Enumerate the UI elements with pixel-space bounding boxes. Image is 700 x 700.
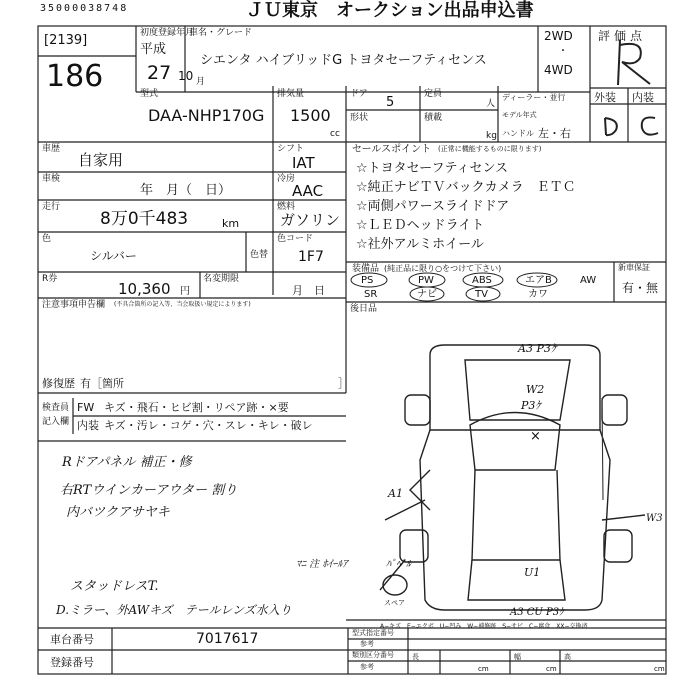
repair-value: 有［箇所 (80, 377, 124, 390)
spare-label: スペア (384, 599, 405, 607)
frame-number-value: 7017617 (196, 631, 259, 647)
width-label: 幅 (514, 653, 521, 661)
use-value: 自家用 (78, 151, 124, 169)
fuel-label: 燃料 (277, 202, 296, 212)
diagram-label: 後日品 (350, 304, 378, 314)
mileage-unit: km (222, 217, 240, 230)
vehicle-name-label: 車名・グレード (189, 28, 253, 38)
recycle-label: R券 (42, 274, 58, 284)
inspection-label: 車検 (42, 174, 61, 184)
sales-points-label: セールスポイント (352, 144, 432, 155)
auction-title: ＪＵ東京 オークション出品申込書 (246, 0, 534, 21)
barcode-number: 35000038748 (40, 3, 129, 14)
displacement-unit: cc (330, 129, 340, 139)
model-year-label: モデル年式 (502, 111, 537, 119)
model-value: DAA-NHP170G (148, 106, 265, 125)
drive-4wd: 4WD (544, 63, 573, 77)
handwritten-note: 右RTウインカーアウター 割り (60, 483, 238, 498)
repair-label: 修復歴 (42, 377, 75, 390)
equip-abs: ABS (472, 275, 492, 286)
sales-point-item: ☆社外アルミホイール (356, 237, 484, 252)
equip-navi: ナビ (417, 289, 437, 300)
length-unit: cm (478, 665, 489, 673)
capacity-unit: 人 (486, 99, 496, 109)
exterior-score (612, 124, 613, 125)
color-label: 色 (42, 234, 52, 244)
lot-number: 186 (46, 59, 104, 94)
caution-label: 注意事項申告欄 (42, 300, 106, 310)
damage-legend: A−キズ E−エクボ U−凹み W−補修跡 S−サビ C−腐食 XX−交換済 (380, 623, 588, 630)
exterior-label: 外装 (594, 91, 616, 104)
repair-close: ］ (338, 377, 349, 390)
doors-label: ドア (350, 89, 368, 99)
shape-label: 形状 (350, 113, 369, 123)
color-code-value: 1F7 (298, 249, 324, 265)
lot-code: [2139] (44, 33, 88, 48)
height-label: 高 (564, 653, 571, 661)
color-value: シルバー (90, 249, 137, 263)
handwritten-note: D.ミラー、外AWキズ テールレンズ水入り (56, 603, 292, 617)
caution-note: (不具合箇所の記入等、当会取扱い規定によります) (114, 301, 251, 308)
interior-label: 内装 (632, 91, 654, 104)
handle-label: ハンドル (502, 129, 534, 138)
damage-mark: W2 (526, 383, 545, 396)
equip-pw: PW (418, 275, 434, 286)
equip-tv: TV (475, 289, 488, 300)
damage-mark: × (530, 429, 541, 444)
name-change-label: 名変期限 (203, 274, 240, 284)
color-code-label: 色コード (277, 234, 314, 244)
drive-2wd: 2WD (544, 29, 573, 43)
handle-value: 左・右 (538, 127, 571, 140)
doors-value: 5 (386, 95, 395, 110)
body-number-label: 型式指定番号 (352, 629, 394, 637)
width-unit: cm (546, 665, 557, 673)
registration-label: 初度登録年月 (140, 28, 195, 38)
registration-month-unit: 月 (196, 77, 206, 87)
damage-mark: P3ｹ (521, 399, 541, 412)
handwritten-note: 内バツクアサヤキ (66, 505, 170, 520)
height-unit: cm (654, 665, 665, 673)
model-label: 型式 (140, 89, 159, 99)
equip-ps: PS (361, 275, 374, 286)
handwritten-note: スタッドレスT. (70, 579, 159, 594)
load-label: 積載 (424, 113, 443, 123)
damage-mark: A3 P3ｹ (518, 342, 557, 355)
damage-mark: A3 CU P3ｹ (510, 607, 565, 618)
shift-value: IAT (292, 154, 315, 172)
sales-point-item: ☆両側パワースライドドア (356, 199, 510, 214)
fuel-value: ガソリン (280, 211, 341, 229)
recycle-value: 10,360 (118, 280, 171, 298)
inspector-label-2: 記入欄 (42, 417, 70, 427)
displacement-label: 排気量 (277, 89, 305, 99)
cooling-value: AAC (292, 182, 324, 200)
reference-label-2: 参考 (360, 663, 374, 671)
capacity-label: 定員 (424, 89, 443, 99)
car-diagram (380, 342, 645, 610)
registration-era: 平成 (140, 42, 167, 57)
sales-points-note: (正常に機能するものに限ります) (438, 145, 542, 153)
equip-leather: カワ (528, 289, 548, 300)
mileage-label: 走行 (42, 202, 61, 212)
mileage-value: 8万0千483 (100, 209, 189, 229)
interior-prefix: 内装 (77, 419, 99, 432)
fw-prefix: FW (77, 401, 95, 414)
name-change-value: 月 日 (292, 284, 325, 297)
color-change-label: 色替 (250, 250, 269, 260)
sales-point-item: ☆純正ナビＴＶバックカメラ ＥＴＣ (356, 180, 576, 195)
inspector-label: 検査員 (42, 403, 70, 413)
load-unit: kg (486, 131, 497, 141)
equipment-note: (純正品に限り○をつけて下さい) (384, 264, 502, 273)
equipment-label: 装備品 (352, 264, 380, 274)
equip-aw: AW (580, 275, 597, 286)
damage-mark: U1 (524, 566, 541, 579)
use-label: 車歴 (42, 144, 61, 154)
shift-label: シフト (277, 144, 305, 154)
evaluation-label: 評価点 (598, 29, 647, 43)
sales-point-item: ☆ＬＥＤヘッドライト (356, 218, 485, 233)
class-number-label: 類別区分番号 (352, 651, 394, 659)
regulation-label: 新車保証 (618, 263, 650, 272)
length-label: 長 (412, 653, 419, 661)
evaluation-score (640, 48, 641, 49)
frame-number-label: 車台番号 (50, 633, 94, 646)
sales-point-item: ☆トヨタセーフティセンス (356, 161, 509, 176)
damage-mark: ﾏﾆ 注 ﾎｲｰﾙｱ (296, 559, 348, 570)
equip-sr: SR (364, 289, 378, 300)
interior-score (650, 124, 651, 125)
equip-airbag: エアB (525, 275, 552, 286)
interior-items: キズ・汚レ・コゲ・穴・スレ・キレ・破レ (104, 419, 313, 432)
vehicle-name: シエンタ ハイブリッドG トヨタセーフティセンス (200, 53, 487, 68)
dealer-label: ディーラー・並行 (502, 93, 566, 102)
cooling-label: 冷房 (277, 174, 296, 184)
damage-mark: A1 (388, 487, 403, 500)
handwritten-note: Rドアパネル 補正・修 (62, 455, 192, 470)
damage-mark: ﾊﾟﾍﾞﾙ (386, 559, 411, 570)
registration-number-label: 登録番号 (50, 656, 94, 669)
registration-month: 10 (178, 69, 194, 83)
regulation-value: 有・無 (622, 281, 659, 295)
inspection-value: 年 月（ 日） (140, 183, 232, 198)
recycle-unit: 円 (180, 286, 190, 297)
fw-items: キズ・飛石・ヒビ割・リペア跡・×要 (104, 401, 289, 414)
reference-label: 参考 (360, 640, 374, 648)
displacement-value: 1500 (290, 106, 331, 125)
registration-year: 27 (147, 62, 172, 84)
damage-mark: W3 (646, 513, 663, 524)
drive-dot: ・ (558, 46, 568, 57)
